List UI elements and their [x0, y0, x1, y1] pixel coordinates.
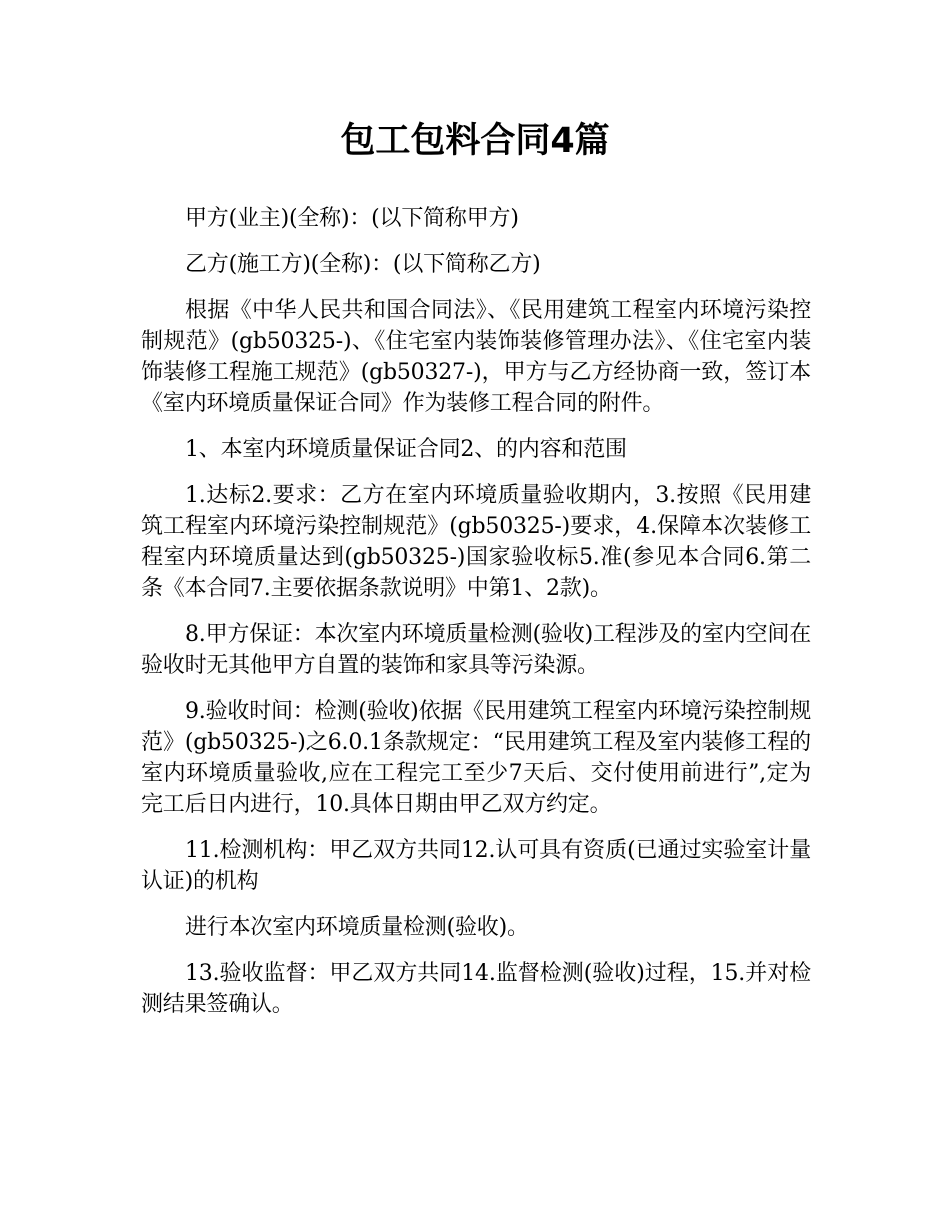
- standard-paragraph: 1.达标2.要求：乙方在室内环境质量验收期内，3.按照《民用建筑工程室内环境污染控制规范》(gb50325-)要求，4.保障本次装修工程室内环境质量达到(gb50325-)国家验收标5.准(参见本合同6.第二条《本合同7.主要依据条款说明》中第1、2款)。: [141, 483, 811, 601]
- basis-paragraph: 根据《中华人民共和国合同法》、《民用建筑工程室内环境污染控制规范》(gb50325-)、《住宅室内装饰装修管理办法》、《住宅室内装饰装修工程施工规范》(gb50327-)，甲方与乙方经协商一致，签订本《室内环境质量保证合同》作为装修工程合同的附件。: [141, 298, 811, 416]
- document-body: [141, 203, 811, 1035]
- party-a-guarantee-paragraph: 8.甲方保证：本次室内环境质量检测(验收)工程涉及的室内空间在验收时无其他甲方自置的装饰和家具等污染源。: [141, 622, 811, 678]
- party-b-line: 乙方(施工方)(全称)：(以下简称乙方): [185, 252, 541, 277]
- testing-continuation-paragraph: 进行本次室内环境质量检测(验收)。: [185, 915, 529, 940]
- document-title: 包工包料合同4篇: [340, 121, 610, 161]
- supervision-paragraph: 13.验收监督：甲乙双方共同14.监督检测(验收)过程，15.并对检测结果签确认。: [141, 961, 811, 1017]
- testing-agency-paragraph: 11.检测机构：甲乙双方共同12.认可具有资质(已通过实验室计量认证)的机构: [141, 838, 811, 894]
- scope-heading: 1、本室内环境质量保证合同2、的内容和范围: [185, 437, 627, 462]
- acceptance-time-paragraph: 9.验收时间：检测(验收)依据《民用建筑工程室内环境污染控制规范》(gb50325-)之6.0.1条款规定：“民用建筑工程及室内装修工程的室内环境质量验收,应在工程完工至少7天后、交付使用前进行”,定为完工后日内进行，10.具体日期由甲乙双方约定。: [141, 699, 811, 817]
- party-a-line: 甲方(业主)(全称)：(以下简称甲方): [185, 206, 519, 231]
